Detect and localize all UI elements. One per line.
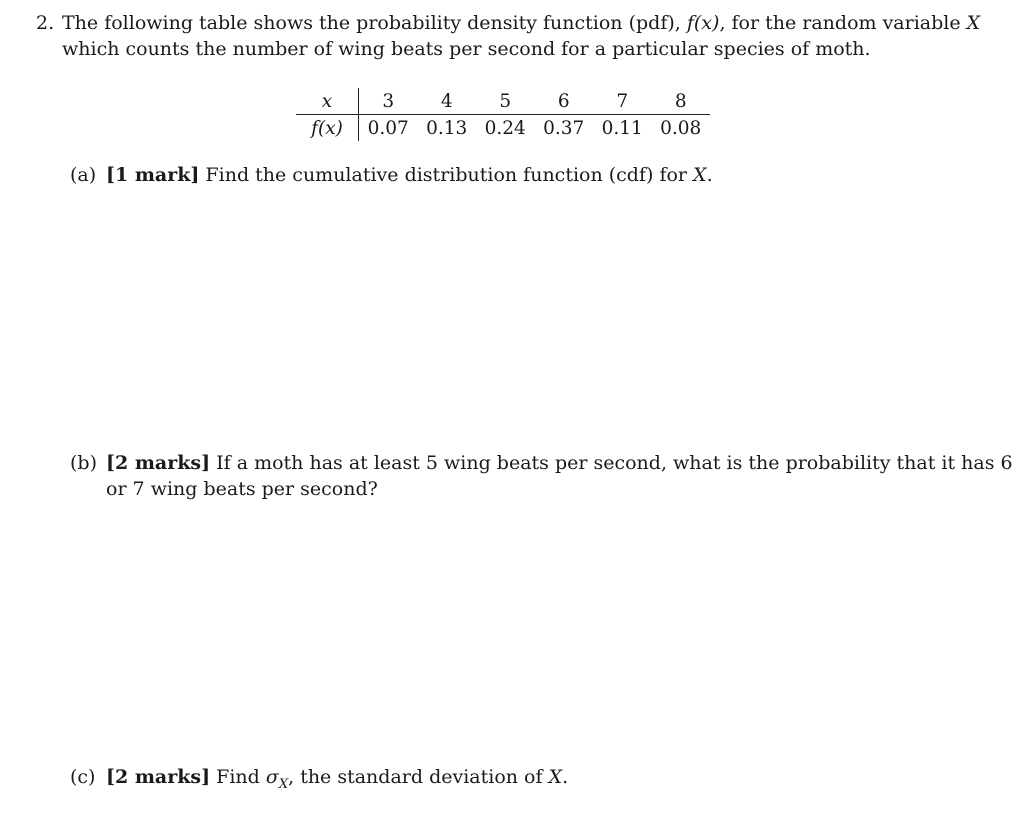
part-c [70,764,568,798]
question-number: 2. [36,12,55,34]
table-cell-x: 6 [535,88,594,115]
table-cell-x: 5 [476,88,535,115]
random-variable: X [548,766,563,788]
table-cell-x: 8 [652,88,711,115]
part-a-label: (a) [70,164,97,186]
table-cell-x: 7 [593,88,652,115]
question-line-1 [62,10,980,36]
question-line-2: which counts the number of wing beats per second for a particular species of moth. [62,38,871,60]
part-a [70,162,713,188]
table-header-x: x [296,88,359,115]
part-c-text: , the standard deviation of [288,766,549,788]
part-a-period: . [706,164,713,186]
table-cell-fx: 0.24 [484,117,526,139]
table-cell-x: 4 [418,88,477,115]
pdf-symbol: f(x) [686,12,720,34]
part-b-marks: [2 marks] [106,452,211,474]
table-cell-fx: 0.13 [426,117,468,139]
table-cell-x: 3 [359,88,418,115]
table-row-fx [296,115,710,142]
part-c-label: (c) [70,766,96,788]
sigma-symbol: σ [265,766,279,788]
table-header-fx: f(x) [296,115,359,142]
part-b-line-1 [70,450,1013,476]
table-cell-fx: 0.37 [543,117,585,139]
table-row-x [296,88,710,115]
part-c-marks: [2 marks] [106,766,211,788]
part-b-text: If a moth has at least 5 wing beats per second, what is the probability that it has 6 [210,452,1013,474]
question-text: , for the random variable [719,12,967,34]
part-a-marks: [1 mark] [106,164,200,186]
part-c-text: Find [210,766,266,788]
random-variable: X [966,12,981,34]
part-b-label: (b) [70,452,97,474]
pdf-table [296,88,710,141]
sigma-subscript: X [278,776,289,792]
part-c-period: . [562,766,569,788]
random-variable: X [693,164,707,186]
table-cell-fx: 0.08 [660,117,702,139]
table-cell-fx: 0.07 [367,117,409,139]
part-a-text: Find the cumulative distribution function (cdf) for [199,164,694,186]
part-b-line-2: or 7 wing beats per second? [106,478,378,500]
question-text: The following table shows the probability density function (pdf), [62,12,687,34]
table-cell-fx: 0.11 [601,117,643,139]
